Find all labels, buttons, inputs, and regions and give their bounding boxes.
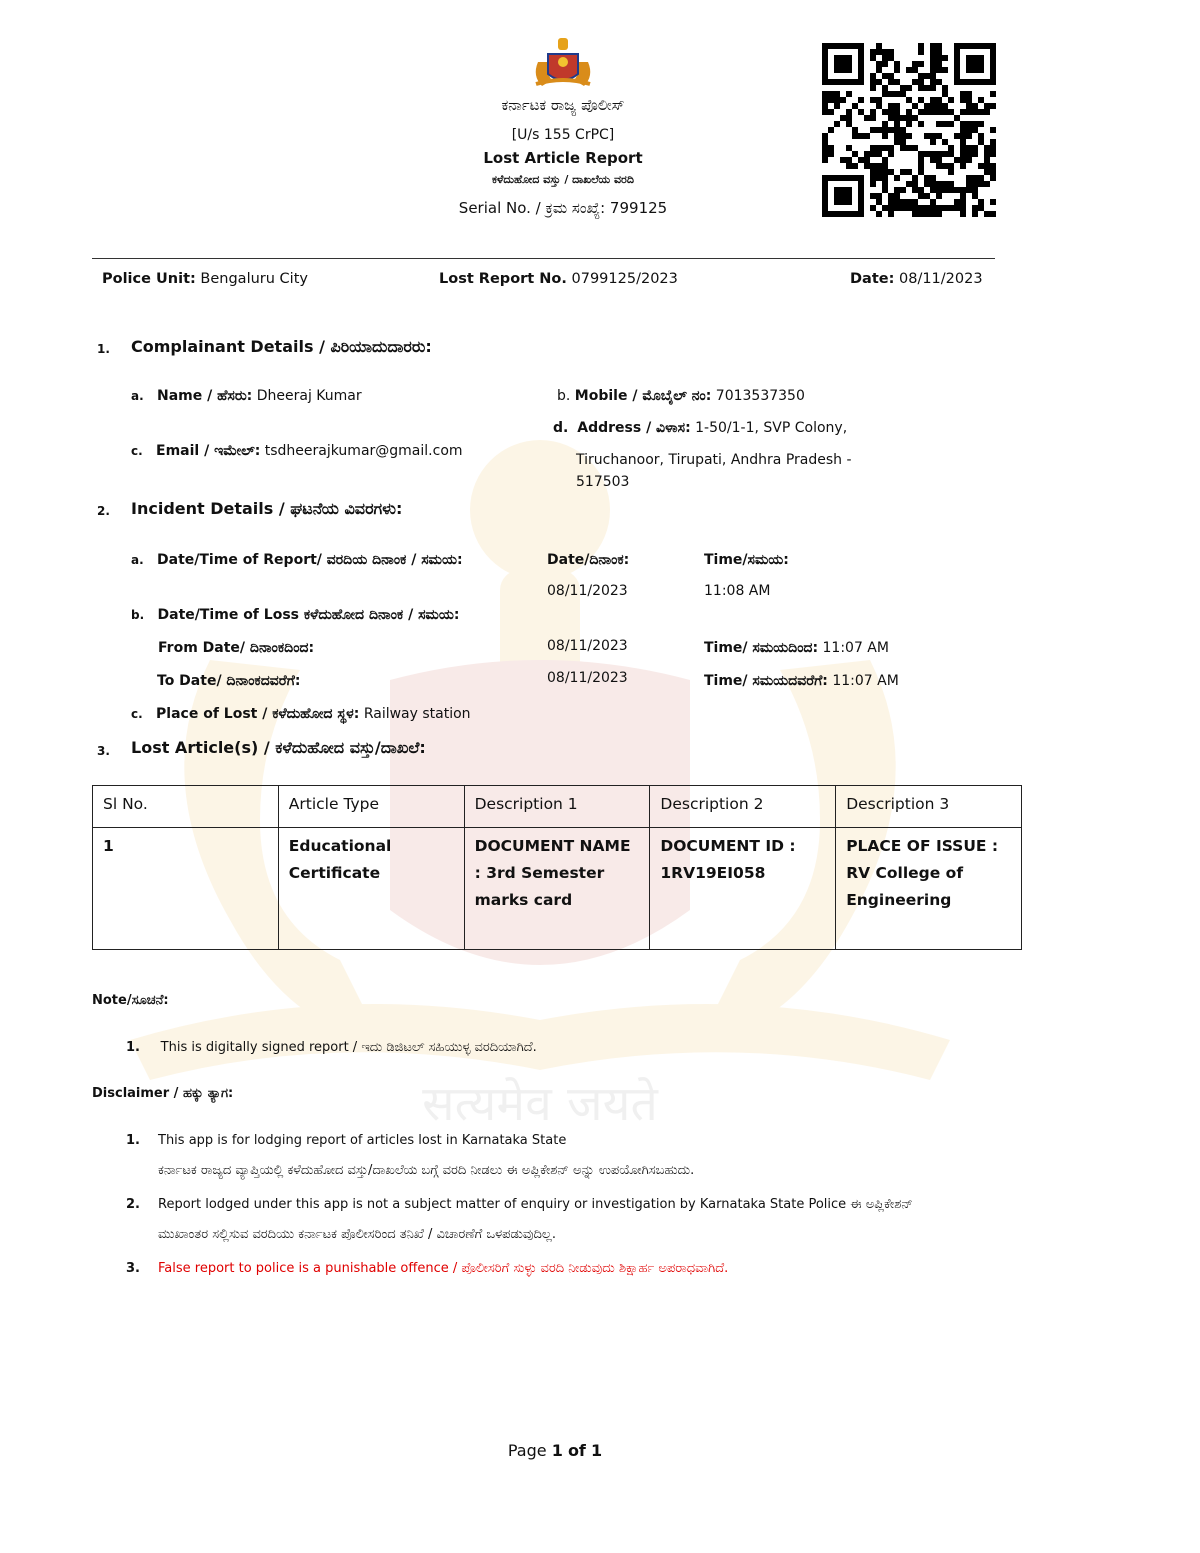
section-1-title: Complainant Details / ಪಿರಿಯಾದುದಾರರು: <box>131 337 432 356</box>
section-3-number: 3. <box>97 744 110 758</box>
column-header: Description 2 <box>650 786 836 828</box>
disclaimer-3-number: 3. <box>126 1261 140 1276</box>
section-2-title: Incident Details / ಘಟನೆಯ ವಿವರಗಳು: <box>131 499 403 518</box>
loss-marker: b. <box>131 608 145 622</box>
date-label: Date: <box>850 271 895 287</box>
qr-code <box>822 43 996 217</box>
to-date-label: To Date/ ದಿನಾಂಕದವರೆಗೆ: <box>157 673 301 689</box>
address-line2: Tiruchanoor, Tirupati, Andhra Pradesh - <box>576 452 852 468</box>
place-value: Railway station <box>363 706 471 722</box>
complainant-email <box>131 443 463 459</box>
page-indicator <box>0 1441 1110 1460</box>
column-header: Sl No. <box>93 786 279 828</box>
page-of: of <box>567 1441 586 1460</box>
crpc-section: [U/s 155 CrPC] <box>511 127 615 143</box>
email-value: tsdheerajkumar@gmail.com <box>264 443 463 459</box>
disclaimer-title: Disclaimer / ಹಕ್ಕು ತ್ಯಾಗ: <box>92 1086 234 1101</box>
report-date-value: 08/11/2023 <box>547 583 628 599</box>
place-of-loss <box>131 706 471 722</box>
watermark-motto: सत्यमेव जयते <box>422 1076 658 1132</box>
lost-articles-table <box>92 785 1022 950</box>
report-title-kannada: ಕಳೆದುಹೋದ ವಸ್ತು / ದಾಖಲೆಯ ವರದಿ <box>492 173 634 186</box>
disclaimer-1-number: 1. <box>126 1133 140 1148</box>
report-datetime-label: Date/Time of Report/ ವರದಿಯ ದಿನಾಂಕ / ಸಮಯ: <box>157 552 463 568</box>
report-marker: a. <box>131 553 144 567</box>
table-row <box>93 828 1022 950</box>
to-time <box>704 673 899 689</box>
cell-description-1: DOCUMENT NAME : 3rd Semester marks card <box>464 828 650 950</box>
report-no-label: Lost Report No. <box>439 271 567 287</box>
report-date <box>850 271 983 287</box>
mobile-value: 7013537350 <box>715 388 805 404</box>
from-time-label: Time/ ಸಮಯದಿಂದ: <box>704 640 819 656</box>
address-line3: 517503 <box>576 474 630 490</box>
table-header-row <box>93 786 1022 828</box>
police-unit-label: Police Unit: <box>102 271 196 287</box>
note-item-text: This is digitally signed report / ಇದು ಡಿಜಿಟಲ್ ಸಹಿಯುಳ್ಳ ವರದಿಯಾಗಿದೆ. <box>160 1040 537 1055</box>
name-value: Dheeraj Kumar <box>256 388 362 404</box>
to-time-value: 11:07 AM <box>832 673 899 689</box>
place-label: Place of Lost / ಕಳೆದುಹೋದ ಸ್ಥಳ: <box>156 706 360 722</box>
disclaimer-3-warning: False report to police is a punishable offence / ಪೊಲೀಸರಿಗೆ ಸುಳ್ಳು ವರದಿ ನೀಡುವುದು ಶಿಕ್ಷಾರ್ಹ ಅಪರಾಧವಾಗಿದೆ. <box>158 1261 729 1276</box>
date-column-head: Date/ದಿನಾಂಕ: <box>547 552 630 568</box>
police-unit-value: Bengaluru City <box>200 271 308 287</box>
cell-description-3: PLACE OF ISSUE : RV College of Engineering <box>836 828 1022 950</box>
cell-article-type: Educational Certificate <box>278 828 464 950</box>
address-label: Address / ವಿಳಾಸ: <box>577 420 691 436</box>
note-item-number: 1. <box>126 1040 140 1055</box>
column-header: Article Type <box>278 786 464 828</box>
cell-description-2: DOCUMENT ID : 1RV19EI058 <box>650 828 836 950</box>
to-date-value: 08/11/2023 <box>547 670 628 686</box>
from-time <box>704 640 889 656</box>
section-2-number: 2. <box>97 504 110 518</box>
column-header: Description 3 <box>836 786 1022 828</box>
disclaimer-2-number: 2. <box>126 1197 140 1212</box>
name-marker: a. <box>131 389 144 403</box>
to-time-label: Time/ ಸಮಯದವರೆಗೆ: <box>704 673 828 689</box>
from-time-value: 11:07 AM <box>822 640 889 656</box>
mobile-marker: b. <box>557 388 571 404</box>
report-datetime <box>131 552 463 568</box>
from-date-value: 08/11/2023 <box>547 638 628 654</box>
time-column-head: Time/ಸಮಯ: <box>704 552 789 568</box>
section-1-number: 1. <box>97 342 110 356</box>
from-date-label: From Date/ ದಿನಾಂಕದಿಂದ: <box>158 640 315 656</box>
address-line1: 1-50/1-1, SVP Colony, <box>695 420 848 436</box>
page-prefix: Page <box>507 1441 547 1460</box>
mobile-label: Mobile / ಮೊಬೈಲ್ ನಂ: <box>574 388 712 404</box>
complainant-name <box>131 388 362 404</box>
note-item <box>126 1040 537 1055</box>
serial-number: Serial No. / ಕ್ರಮ ಸಂಖ್ಯೆ: 799125 <box>458 199 668 217</box>
place-marker: c. <box>131 707 143 721</box>
report-time-value: 11:08 AM <box>704 583 771 599</box>
section-3-title: Lost Article(s) / ಕಳೆದುಹೋದ ವಸ್ತು/ದಾಖಲೆ: <box>131 738 426 757</box>
police-unit <box>102 271 308 287</box>
column-header: Description 1 <box>464 786 650 828</box>
complainant-address <box>553 420 847 436</box>
disclaimer-2-line2: ಮುಖಾಂತರ ಸಲ್ಲಿಸುವ ವರದಿಯು ಕರ್ನಾಟಕ ಪೊಲೀಸರಿಂದ ತನಿಖೆ / ವಿಚಾರಣೆಗೆ ಒಳಪಡುವುದಿಲ್ಲ. <box>158 1227 557 1242</box>
loss-datetime <box>131 607 459 623</box>
email-label: Email / ಇಮೇಲ್: <box>156 443 261 459</box>
karnataka-police-emblem <box>530 32 596 90</box>
lost-report-number <box>439 271 678 287</box>
header-divider <box>92 258 995 259</box>
complainant-mobile <box>557 388 805 404</box>
department-name-kannada: ಕರ್ನಾಟಕ ರಾಜ್ಯ ಪೊಲೀಸ್ <box>501 96 625 114</box>
cell-sl-no: 1 <box>93 828 279 950</box>
note-title: Note/ಸೂಚನೆ: <box>92 993 169 1008</box>
disclaimer-1-line1: This app is for lodging report of articles lost in Karnataka State <box>158 1133 567 1148</box>
loss-datetime-label: Date/Time of Loss ಕಳೆದುಹೋದ ದಿನಾಂಕ / ಸಮಯ: <box>157 607 460 623</box>
report-title: Lost Article Report <box>483 149 643 167</box>
address-marker: d. <box>553 420 569 436</box>
page-total: 1 <box>590 1441 603 1460</box>
disclaimer-1-line2: ಕರ್ನಾಟಕ ರಾಜ್ಯದ ವ್ಯಾಪ್ತಿಯಲ್ಲಿ ಕಳೆದುಹೋದ ವಸ್ತು/ದಾಖಲೆಯ ಬಗ್ಗೆ ವರದಿ ನೀಡಲು ಈ ಅಪ್ಲಿಕೇಶನ್ ಅನ್ನು ಉಪಯೋಗಿಸಬಹುದು. <box>158 1163 695 1178</box>
page-number: 1 <box>551 1441 563 1460</box>
disclaimer-2-line1: Report lodged under this app is not a subject matter of enquiry or investigation by Karnataka State Police ಈ ಅಪ್ಲಿಕೇಶನ್ <box>158 1197 913 1212</box>
report-no-value: 0799125/2023 <box>571 271 678 287</box>
name-label: Name / ಹೆಸರು: <box>157 388 253 404</box>
date-value: 08/11/2023 <box>899 271 983 287</box>
email-marker: c. <box>131 444 143 458</box>
